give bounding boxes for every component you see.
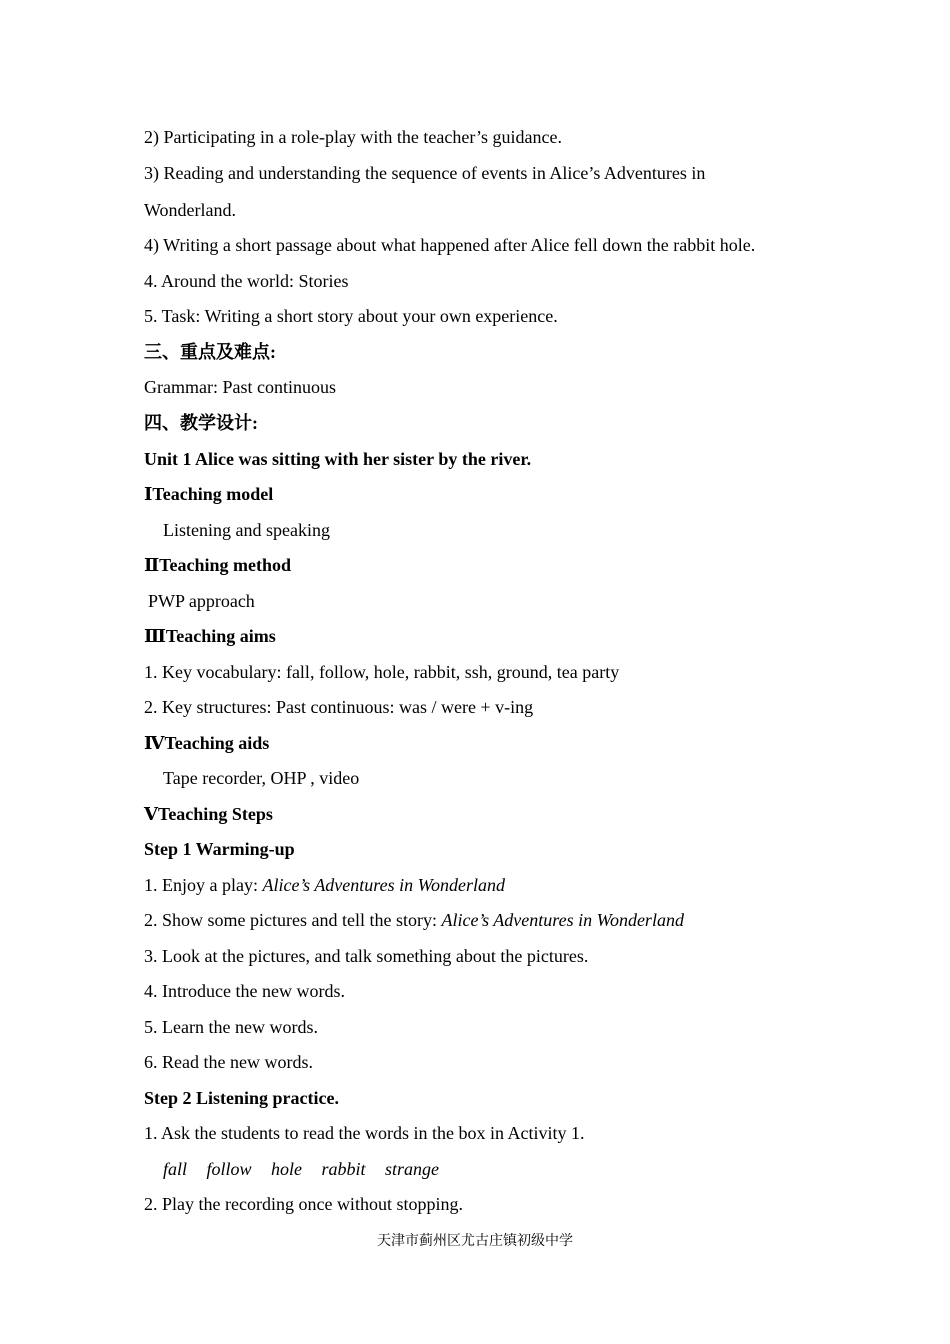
section3-heading: 三、重点及难点: — [144, 342, 276, 362]
teaching-method-label: Teaching method — [159, 555, 292, 575]
aims-item-1: 1. Key vocabulary: fall, follow, hole, rabbit, ssh, ground, tea party — [144, 662, 620, 682]
step2-item-2: 2. Play the recording once without stopping. — [144, 1194, 463, 1214]
roman-numeral-5: Ⅴ — [144, 804, 158, 825]
teaching-aids-label: Teaching aids — [164, 733, 270, 753]
teaching-method-body: PWP approach — [148, 591, 255, 611]
vocab-word: strange — [385, 1159, 440, 1179]
roman-numeral-2: Ⅱ — [144, 555, 160, 576]
teaching-aids-body: Tape recorder, OHP , video — [163, 768, 360, 788]
roman-numeral-3: Ⅲ — [144, 626, 166, 647]
unit-title: Unit 1 Alice was sitting with her sister by the river. — [144, 449, 532, 469]
step1-item-6: 6. Read the new words. — [144, 1052, 313, 1072]
page-footer: 天津市蓟州区尤古庄镇初级中学 — [377, 1233, 573, 1249]
teaching-model-label: Teaching model — [152, 484, 274, 504]
step1-item-2 — [144, 909, 684, 931]
vocab-word: hole — [271, 1159, 303, 1179]
section4-heading: 四、教学设计: — [144, 413, 258, 433]
teaching-model-body: Listening and speaking — [163, 520, 330, 540]
teaching-aids-heading — [144, 732, 269, 755]
objective-line-2: 2) Participating in a role-play with the teacher’s guidance. — [144, 127, 563, 147]
vocab-word: rabbit — [321, 1159, 366, 1179]
vocab-word: fall — [163, 1159, 188, 1179]
step1-item-3: 3. Look at the pictures, and talk something about the pictures. — [144, 946, 589, 966]
step1-item-1-prefix: 1. Enjoy a play: — [144, 875, 263, 895]
teaching-model-heading — [144, 483, 273, 506]
step1-item-1-title: Alice’s Adventures in Wonderland — [262, 875, 505, 895]
teaching-method-heading — [144, 554, 291, 577]
section3-body: Grammar: Past continuous — [144, 377, 336, 397]
objective-line-4: 4) Writing a short passage about what happened after Alice fell down the rabbit hole. — [144, 235, 756, 255]
roman-numeral-1: Ⅰ — [144, 484, 153, 505]
objective-line-3: 3) Reading and understanding the sequence of events in Alice’s Adventures in — [144, 163, 706, 183]
aims-item-2: 2. Key structures: Past continuous: was / were + v-ing — [144, 697, 534, 717]
step2-heading: Step 2 Listening practice. — [144, 1088, 339, 1108]
step1-item-1 — [144, 874, 505, 896]
roman-numeral-4: Ⅳ — [144, 733, 165, 754]
step1-item-5: 5. Learn the new words. — [144, 1017, 318, 1037]
teaching-steps-label: Teaching Steps — [157, 804, 273, 824]
step1-heading: Step 1 Warming-up — [144, 839, 295, 859]
around-world-line: 4. Around the world: Stories — [144, 271, 349, 291]
step1-item-4: 4. Introduce the new words. — [144, 981, 345, 1001]
objective-line-3-cont: Wonderland. — [144, 200, 237, 220]
step2-item-1: 1. Ask the students to read the words in the box in Activity 1. — [144, 1123, 585, 1143]
teaching-steps-heading — [144, 803, 273, 826]
step1-item-2-prefix: 2. Show some pictures and tell the story: — [144, 910, 442, 930]
teaching-aims-heading — [144, 625, 276, 648]
vocab-word: follow — [206, 1159, 252, 1179]
teaching-aims-label: Teaching aims — [165, 626, 276, 646]
step1-item-2-title: Alice’s Adventures in Wonderland — [441, 910, 684, 930]
task-line: 5. Task: Writing a short story about your own experience. — [144, 306, 558, 326]
vocabulary-word-list — [163, 1158, 454, 1180]
